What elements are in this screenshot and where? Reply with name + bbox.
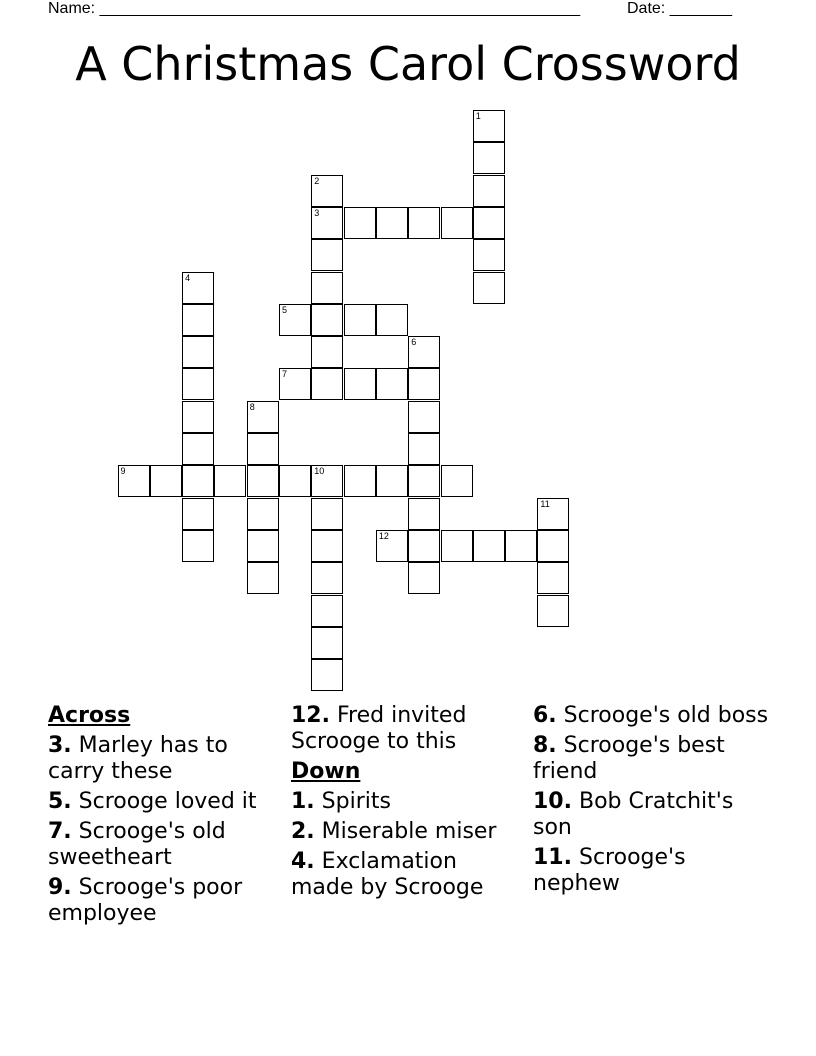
clue-number: 4: [185, 272, 191, 283]
crossword-cell[interactable]: [247, 433, 279, 465]
crossword-cell[interactable]: [182, 433, 214, 465]
crossword-cell[interactable]: [408, 530, 440, 562]
crossword-cell[interactable]: [473, 142, 505, 174]
name-label: Name:: [48, 0, 96, 17]
clue-number: 1: [475, 111, 481, 121]
crossword-cell[interactable]: [182, 401, 214, 433]
clue-number: 5: [282, 304, 288, 315]
clue-number: 12: [378, 530, 389, 541]
crossword-cell[interactable]: [376, 207, 408, 239]
crossword-cell[interactable]: [118, 465, 150, 497]
crossword-cell[interactable]: [311, 659, 343, 691]
clue-across-3: 3. Marley has to carry these: [48, 733, 228, 784]
crossword-cell[interactable]: [311, 336, 343, 368]
clues-column-1: [48, 703, 278, 931]
crossword-cell[interactable]: [441, 530, 473, 562]
clue-across-12: 12. Fred invited Scrooge to this: [291, 703, 467, 754]
clue-down-6: 6. Scrooge's old boss: [533, 703, 769, 728]
crossword-cell[interactable]: [344, 368, 376, 400]
clue-number: 8: [249, 401, 255, 412]
crossword-cell[interactable]: [408, 465, 440, 497]
crossword-cell[interactable]: [408, 562, 440, 594]
crossword-cell[interactable]: [311, 562, 343, 594]
crossword-cell[interactable]: [473, 239, 505, 271]
crossword-cell[interactable]: [311, 530, 343, 562]
crossword-cell[interactable]: [311, 465, 343, 497]
crossword-cell[interactable]: [182, 368, 214, 400]
crossword-cell[interactable]: [537, 562, 569, 594]
crossword-cell[interactable]: [247, 562, 279, 594]
crossword-cell[interactable]: [408, 498, 440, 530]
crossword-cell[interactable]: [537, 498, 569, 530]
down-heading: Down: [291, 759, 361, 784]
crossword-cell[interactable]: [473, 530, 505, 562]
crossword-cell[interactable]: [247, 530, 279, 562]
crossword-cell[interactable]: [344, 304, 376, 336]
clues-column-3: [533, 703, 773, 901]
crossword-cell[interactable]: [473, 207, 505, 239]
crossword-cell[interactable]: [537, 595, 569, 627]
date-blank[interactable]: _______: [669, 0, 732, 17]
clue-number: 3: [314, 207, 320, 218]
crossword-cell[interactable]: [473, 175, 505, 207]
crossword-cell[interactable]: [311, 595, 343, 627]
crossword-cell[interactable]: [376, 530, 408, 562]
crossword-cell[interactable]: [344, 207, 376, 239]
crossword-cell[interactable]: [473, 110, 505, 142]
clue-down-11: 11. Scrooge's nephew: [533, 845, 686, 896]
clue-down-2: 2. Miserable miser: [291, 819, 497, 844]
crossword-cell[interactable]: [311, 368, 343, 400]
clue-down-4: 4. Exclamation made by Scrooge: [291, 849, 484, 900]
crossword-cell[interactable]: [311, 498, 343, 530]
page-title: A Christmas Carol Crossword: [75, 37, 741, 91]
crossword-cell[interactable]: [408, 207, 440, 239]
crossword-cell[interactable]: [150, 465, 182, 497]
clue-down-10: 10. Bob Cratchit's son: [533, 789, 734, 840]
clue-number: 6: [411, 337, 417, 348]
crossword-cell[interactable]: [441, 465, 473, 497]
crossword-cell[interactable]: [182, 530, 214, 562]
crossword-cell[interactable]: [182, 304, 214, 336]
crossword-cell[interactable]: [311, 207, 343, 239]
crossword-cell[interactable]: [311, 272, 343, 304]
crossword-cell[interactable]: [441, 207, 473, 239]
crossword-cell[interactable]: [408, 401, 440, 433]
crossword-cell[interactable]: [247, 498, 279, 530]
crossword-cell[interactable]: [311, 627, 343, 659]
clue-number: 9: [120, 466, 126, 477]
crossword-cell[interactable]: [376, 304, 408, 336]
crossword-cell[interactable]: [311, 239, 343, 271]
across-heading: Across: [48, 703, 131, 728]
clue-number: 2: [314, 175, 320, 186]
crossword-cell[interactable]: [344, 465, 376, 497]
clue-down-8: 8. Scrooge's best friend: [533, 733, 725, 784]
clue-number: 7: [282, 369, 288, 380]
date-label: Date:: [627, 0, 666, 17]
crossword-cell[interactable]: [311, 175, 343, 207]
crossword-cell[interactable]: [247, 465, 279, 497]
crossword-cell[interactable]: [408, 368, 440, 400]
crossword-cell[interactable]: [376, 368, 408, 400]
crossword-cell[interactable]: [376, 465, 408, 497]
clue-down-1: 1. Spirits: [291, 789, 391, 814]
crossword-cell[interactable]: [182, 272, 214, 304]
clue-across-9: 9. Scrooge's poor employee: [48, 875, 243, 926]
clues-column-2: [291, 703, 521, 905]
crossword-cell[interactable]: [505, 530, 537, 562]
crossword-cell[interactable]: [279, 465, 311, 497]
crossword-cell[interactable]: [537, 530, 569, 562]
name-blank[interactable]: ______________________________________________________: [99, 0, 581, 17]
crossword-cell[interactable]: [279, 304, 311, 336]
crossword-cell[interactable]: [311, 304, 343, 336]
crossword-cell[interactable]: [279, 368, 311, 400]
crossword-cell[interactable]: [182, 465, 214, 497]
crossword-cell[interactable]: [408, 336, 440, 368]
crossword-cell[interactable]: [247, 401, 279, 433]
crossword-cell[interactable]: [408, 433, 440, 465]
crossword-cell[interactable]: [214, 465, 246, 497]
clue-across-5: 5. Scrooge loved it: [48, 789, 257, 814]
crossword-cell[interactable]: [473, 272, 505, 304]
clue-across-7: 7. Scrooge's old sweetheart: [48, 819, 226, 870]
clue-number: 10: [314, 466, 325, 477]
crossword-cell[interactable]: [182, 336, 214, 368]
crossword-cell[interactable]: [182, 498, 214, 530]
clue-number: 11: [540, 498, 550, 509]
